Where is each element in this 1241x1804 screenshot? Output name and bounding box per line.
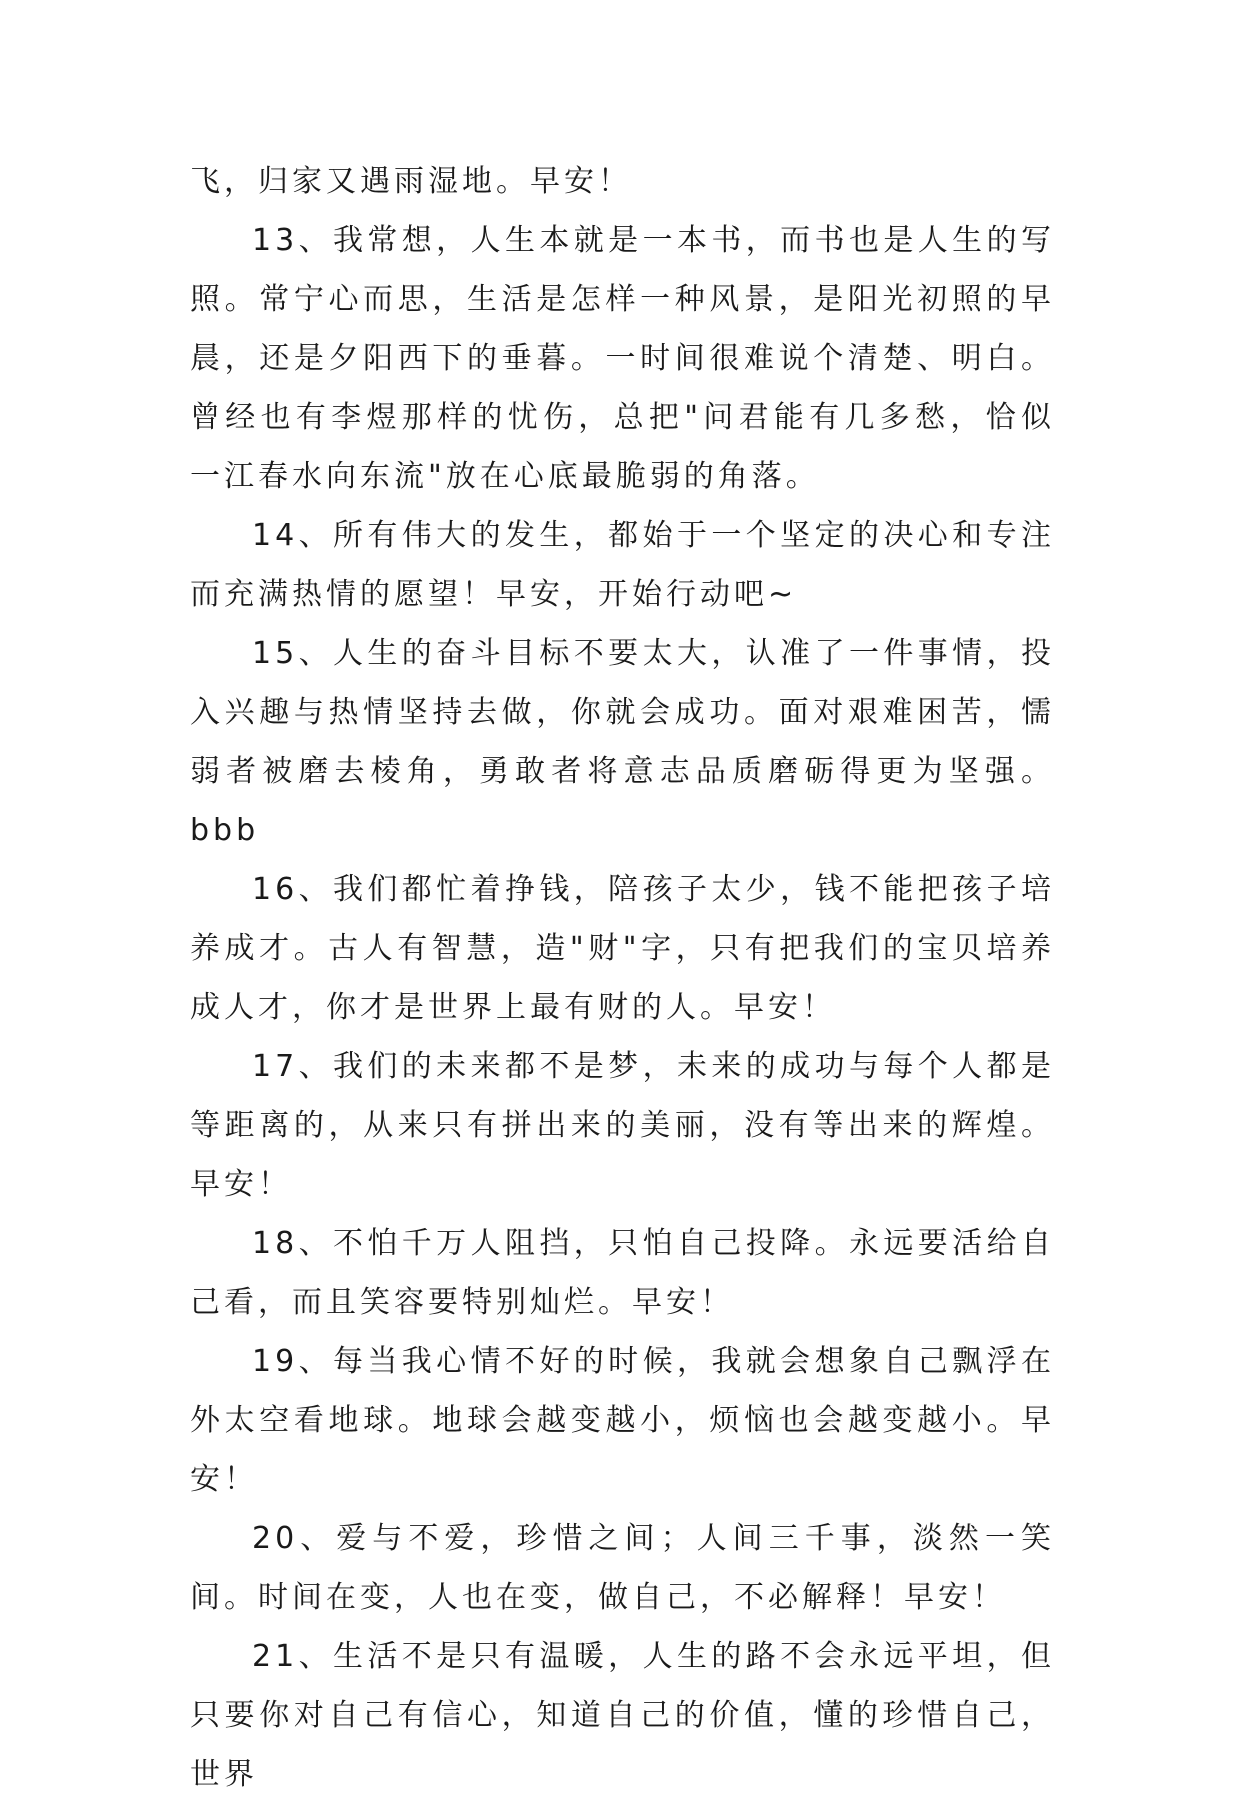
paragraph-17: 17、我们的未来都不是梦，未来的成功与每个人都是等距离的，从来只有拼出来的美丽，没有等出来的辉煌。早安！: [190, 1049, 1055, 1202]
document-body: [190, 152, 1055, 1804]
paragraph-15: 15、人生的奋斗目标不要太大，认准了一件事情，投入兴趣与热情坚持去做，你就会成功。面对艰难困苦，懦弱者被磨去棱角，勇敢者将意志品质磨砺得更为坚强。bbb: [190, 636, 1055, 848]
paragraph-19: 19、每当我心情不好的时候，我就会想象自己飘浮在外太空看地球。地球会越变越小，烦恼也会越变越小。早安！: [190, 1344, 1055, 1497]
paragraph-16: 16、我们都忙着挣钱，陪孩子太少，钱不能把孩子培养成才。古人有智慧，造"财"字，只有把我们的宝贝培养成人才，你才是世界上最有财的人。早安！: [190, 872, 1055, 1025]
paragraph-21: 21、生活不是只有温暖，人生的路不会永远平坦，但只要你对自己有信心，知道自己的价值，懂的珍惜自己，世界: [190, 1639, 1055, 1792]
paragraph-18: 18、不怕千万人阻挡，只怕自己投降。永远要活给自己看，而且笑容要特别灿烂。早安！: [190, 1226, 1055, 1320]
paragraph-12-end: 飞，归家又遇雨湿地。早安！: [190, 164, 632, 199]
paragraph-20: 20、爱与不爱，珍惜之间；人间三千事，淡然一笑间。时间在变，人也在变，做自己，不必解释！早安！: [190, 1521, 1055, 1615]
paragraph-13: 13、我常想，人生本就是一本书，而书也是人生的写照。常宁心而思，生活是怎样一种风景，是阳光初照的早晨，还是夕阳西下的垂暮。一时间很难说个清楚、明白。曾经也有李煜那样的忧伤，总把"问君能有几多愁，恰似一江春水向东流"放在心底最脆弱的角落。: [190, 223, 1055, 494]
paragraph-14: 14、所有伟大的发生，都始于一个坚定的决心和专注而充满热情的愿望！早安，开始行动吧~: [190, 518, 1055, 612]
